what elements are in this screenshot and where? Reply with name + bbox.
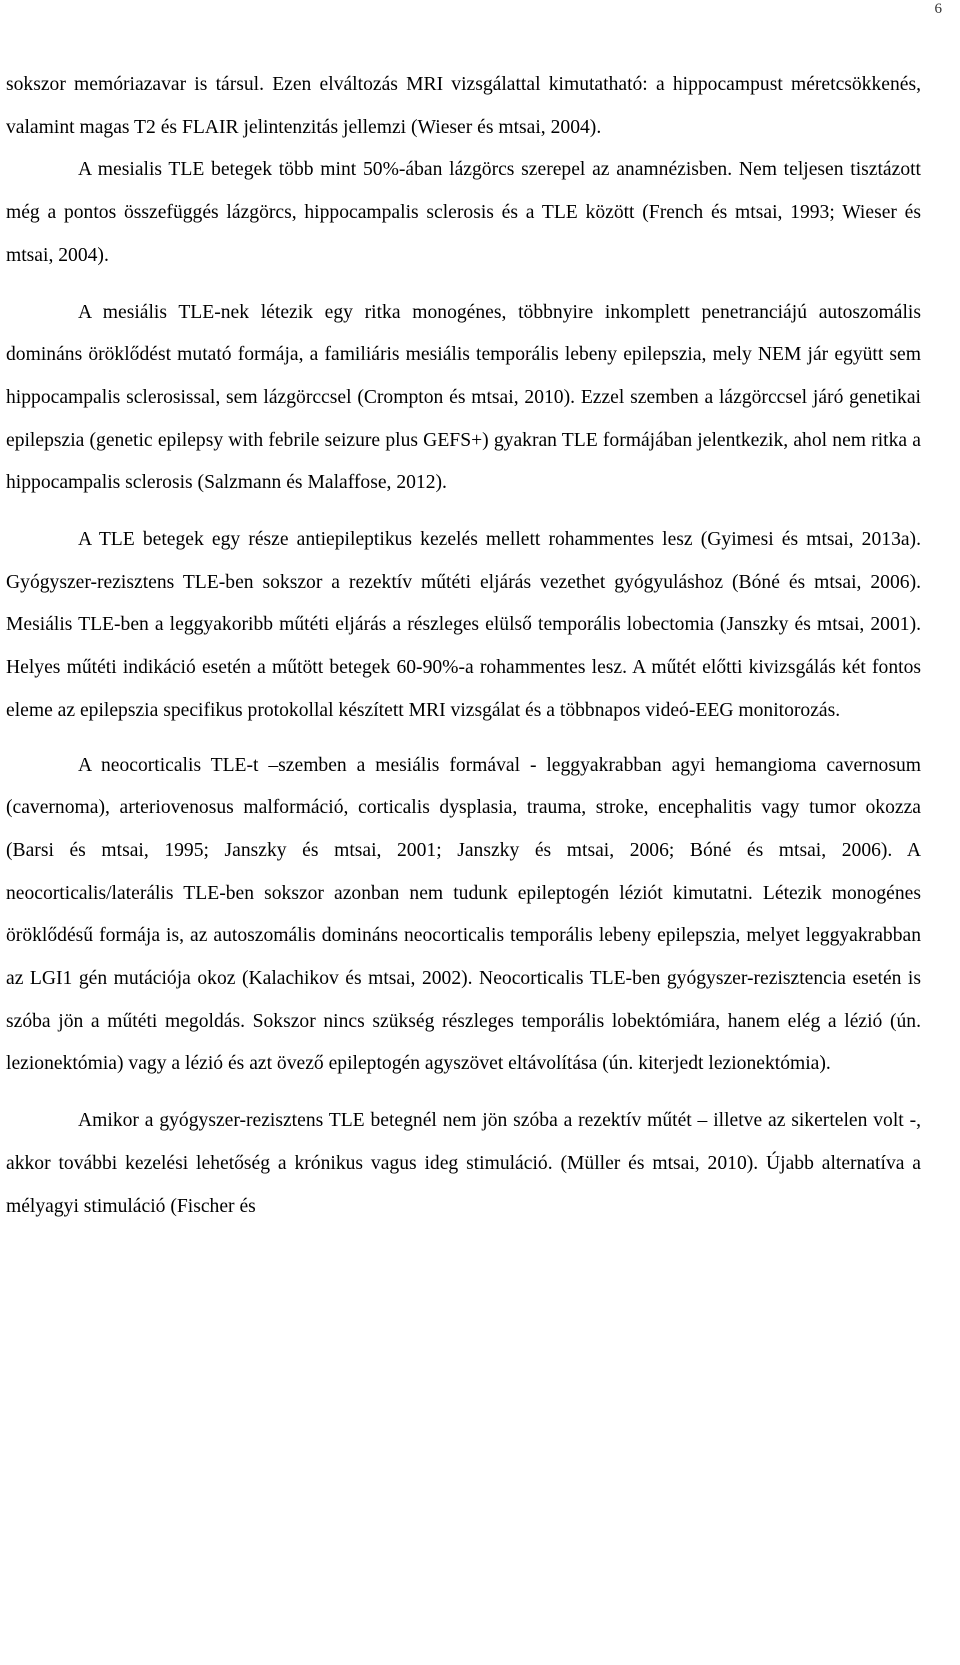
paragraph: sokszor memóriazavar is társul. Ezen elváltozás MRI vizsgálattal kimutatható: a hippocampust méretcsökkenés, valamint magas T2 és FLAIR jelintenzitás jellemzi (Wieser és mtsai, 2004). [6, 74, 921, 138]
paragraph: Amikor a gyógyszer-rezisztens TLE betegnél nem jön szóba a rezektív műtét – illetve az sikertelen volt -, akkor további kezelési lehetőség a krónikus vagus ideg stimuláció. (Müller és mtsai, 2010). Újabb alternatíva a mélyagyi stimuláció (Fischer és [6, 1110, 921, 1217]
paragraph: A mesiális TLE-nek létezik egy ritka monogénes, többnyire inkomplett penetranciájú autoszomális domináns öröklődést mutató formája, a familiáris mesiális temporális lebeny epilepszia, mely NEM jár együtt sem hippocampalis sclerosissal, sem lázgörccsel (Crompton és mtsai, 2010). Ezzel szemben a lázgörccsel járó genetikai epilepszia (genetic epilepsy with febrile seizure plus GEFS+) gyakran TLE formájában jelentkezik, ahol nem ritka a hippocampalis sclerosis (Salzmann és Malaffose, 2012). [6, 301, 921, 494]
page-number: 6 [934, 1, 942, 17]
paragraph: A TLE betegek egy része antiepileptikus kezelés mellett rohammentes lesz (Gyimesi és mtsai, 2013a). Gyógyszer-rezisztens TLE-ben sokszor a rezektív műtéti eljárás vezethet gyógyuláshoz (Bóné és mtsai, 2006). Mesiális TLE-ben a leggyakoribb műtéti eljárás a részleges elülső temporális lobectomia (Janszky és mtsai, 2001). Helyes műtéti indikáció esetén a műtött betegek 60-90%-a rohammentes lesz. A műtét előtti kivizsgálás két fontos eleme az epilepszia specifikus protokollal készített MRI vizsgálat és a többnapos videó-EEG monitorozás. [6, 529, 921, 721]
paragraph: A mesialis TLE betegek több mint 50%-ában lázgörcs szerepel az anamnézisben. Nem teljesen tisztázott még a pontos összefüggés lázgörcs, hippocampalis sclerosis és a TLE között (French és mtsai, 1993; Wieser és mtsai, 2004). [6, 159, 921, 266]
paragraph: A neocorticalis TLE-t –szemben a mesiális formával - leggyakrabban agyi hemangioma cavernosum (cavernoma), arteriovenosus malformáció, corticalis dysplasia, trauma, stroke, encephalitis vagy tumor okozza (Barsi és mtsai, 1995; Janszky és mtsai, 2001; Janszky és mtsai, 2006; Bóné és mtsai, 2006). A neocorticalis/laterális TLE-ben sokszor azonban nem tudunk epileptogén léziót kimutatni. Létezik monogénes öröklődésű formája is, az autoszomális domináns neocorticalis temporális lebeny epilepszia, melyet leggyakrabban az LGI1 gén mutációja okoz (Kalachikov és mtsai, 2002). Neocorticalis TLE-ben gyógyszer-rezisztencia esetén is szóba jön a műtéti megoldás. Sokszor nincs szükség részleges temporális lobektómiára, hanem elég a lézió (ún. lezionektómia) vagy a lézió és azt övező epileptogén agyszövet eltávolítása (ún. kiterjedt lezionektómia). [6, 754, 921, 1075]
document-body [6, 64, 921, 1228]
